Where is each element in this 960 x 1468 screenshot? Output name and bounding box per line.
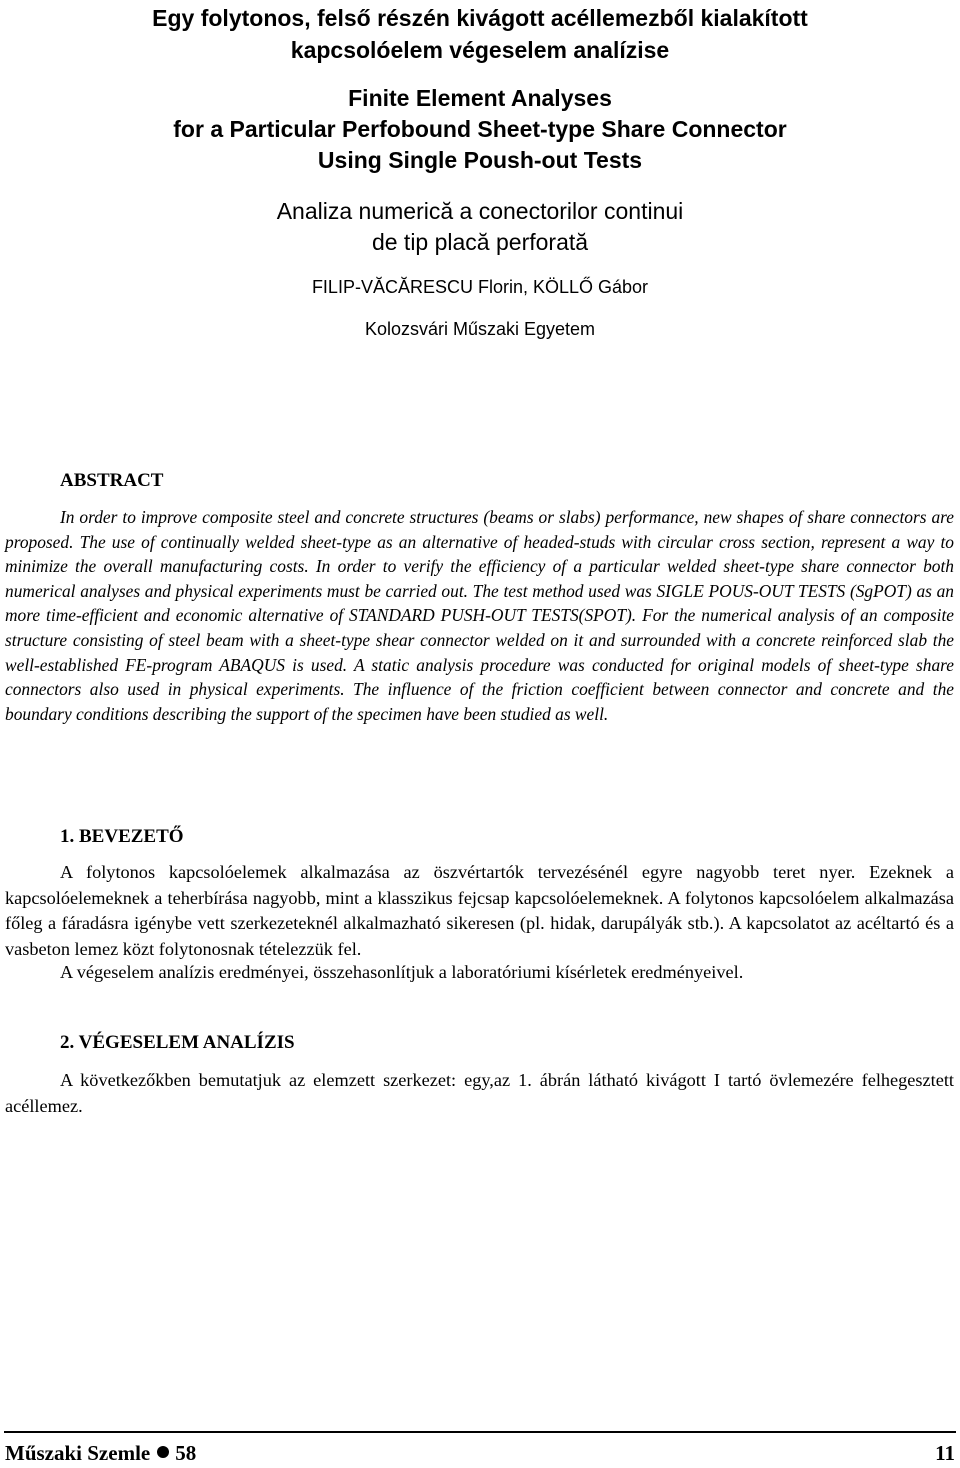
title-hungarian (0, 2, 960, 66)
section-1-heading: 1. BEVEZETŐ (60, 826, 184, 847)
journal-name: Műszaki Szemle (5, 1441, 151, 1465)
bullet-icon (157, 1446, 169, 1458)
title-english-line-1: Finite Element Analyses (348, 85, 612, 111)
title-english-line-3: Using Single Poush-out Tests (317, 147, 643, 173)
page-number: 11 (935, 1441, 955, 1465)
section-1-paragraph-2: A végeselem analízis eredményei, összehasonlítjuk a laboratóriumi kísérletek eredményeivel. (60, 962, 744, 982)
title-hungarian-line-2: kapcsolóelem végeselem analízise (290, 37, 670, 63)
issue-number: 58 (175, 1441, 197, 1465)
authors: FILIP-VĂCĂRESCU Florin, KÖLLŐ Gábor (311, 277, 649, 297)
section-1-paragraph-1: A folytonos kapcsolóelemek alkalmazása az öszvértartók tervezésénél egyre nagyobb teret nyer. Ezeknek a kapcsolóelemeknek a teherbírása nagyobb, mint a klasszikus fejcsap kapcsolóelemeknek. A folytonos kapcsolóelem alkalmazása főleg a fáradásra igénybe vett szerkezeteknél alkalmazható sikeresen (pl. hidak, darupályák stb.). A kapcsolatot az acéltartó és a vasbeton lemez közt folytonosnak tételezzük fel. (5, 862, 954, 959)
title-english-line-2: for a Particular Perfobound Sheet-type Share Connector (173, 116, 787, 142)
section-2-paragraph-1: A következőkben bemutatjuk az elemzett szerkezet: egy,az 1. ábrán látható kivágott I tartó övlemezére felhegesztett acéllemez. (5, 1070, 954, 1116)
title-romanian (0, 196, 960, 258)
title-english (0, 83, 960, 176)
affiliation: Kolozsvári Műszaki Egyetem (364, 319, 596, 339)
abstract-heading: ABSTRACT (60, 470, 164, 491)
title-romanian-line-2: de tip placă perforată (371, 229, 589, 255)
title-hungarian-line-1: Egy folytonos, felső részén kivágott acéllemezből kialakított (152, 5, 808, 31)
title-romanian-line-1: Analiza numerică a conectorilor continui (276, 198, 684, 224)
section-2-heading: 2. VÉGESELEM ANALÍZIS (60, 1032, 295, 1053)
footer-journal (5, 1441, 196, 1466)
abstract-text: In order to improve composite steel and concrete structures (beams or slabs) performance, new shapes of share connectors are proposed. The use of continually welded sheet-type as an alternative of headed-studs with circular cross section, represent a way to minimize the overall manufacturing costs. In order to verify the efficiency of a particular welded sheet-type share connector both numerical analyses and physical experiments must be carried out. The test method used was SIGLE POUS-OUT TESTS (SgPOT) as an more time-efficient and economic alternative of STANDARD PUSH-OUT TESTS(SPOT). For the numerical analysis of an composite structure consisting of steel beam with a sheet-type shear connector welded on it and surrounded with a concrete reinforced slab the well-established FE-program ABAQUS is used. A static analysis procedure was conducted for original models of sheet-type share connectors also used in physical experiments. The influence of the friction coefficient between connector and concrete and the boundary conditions describing the support of the specimen have been studied as well. (5, 507, 954, 724)
footer-rule (4, 1431, 956, 1433)
